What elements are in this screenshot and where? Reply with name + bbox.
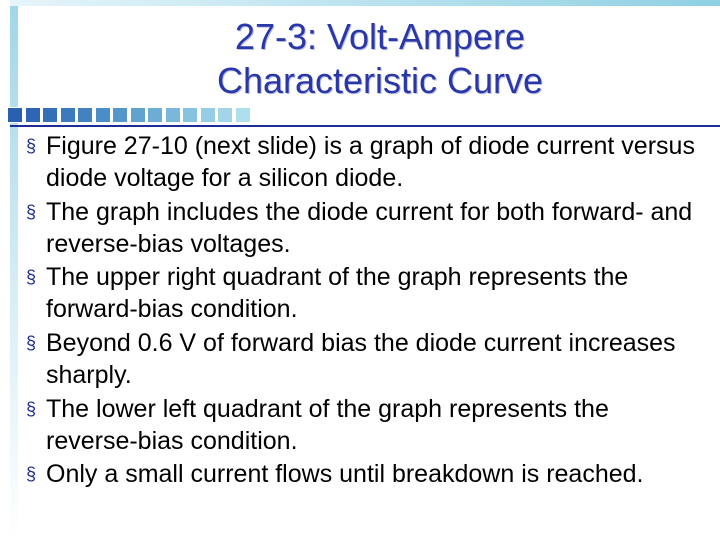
bullet-item [26, 196, 706, 260]
decorative-square-strip [7, 107, 252, 123]
decorative-square [95, 107, 111, 123]
decorative-square [200, 107, 216, 123]
top-accent-bar [10, 0, 720, 6]
decorative-square [217, 107, 233, 123]
decorative-square [182, 107, 198, 123]
decorative-square [130, 107, 146, 123]
bullet-text: The graph includes the diode current for both forward- and reverse-bias voltages. [46, 197, 693, 258]
slide-title [40, 15, 720, 103]
decorative-square [7, 107, 23, 123]
decorative-square [77, 107, 93, 123]
bullet-text: Beyond 0.6 V of forward bias the diode current increases sharply. [46, 329, 676, 390]
decorative-square [165, 107, 181, 123]
bullet-text: The lower left quadrant of the graph represents the reverse-bias condition. [46, 394, 609, 455]
decorative-square [112, 107, 128, 123]
bullet-item [26, 458, 706, 490]
bullet-item [26, 327, 706, 391]
bullet-text: Figure 27-10 (next slide) is a graph of diode current versus diode voltage for a silicon diode. [46, 132, 695, 192]
bullet-text: The upper right quadrant of the graph represents the forward-bias condition. [46, 263, 629, 324]
decorative-square [25, 107, 41, 123]
title-divider [10, 125, 720, 127]
bullet-marker-icon: § [26, 136, 37, 156]
bullet-marker-icon: § [26, 398, 37, 419]
decorative-square [42, 107, 58, 123]
decorative-square [235, 107, 251, 123]
bullet-item [26, 261, 706, 325]
bullet-item [26, 393, 706, 457]
bullet-marker-icon: § [26, 201, 37, 222]
decorative-square [147, 107, 163, 123]
left-accent-bar [10, 0, 18, 540]
title-line-2: Characteristic Curve [216, 60, 544, 101]
bullet-marker-icon: § [26, 267, 37, 288]
bullet-list [26, 130, 706, 492]
title-line-1: 27-3: Volt-Ampere [234, 16, 526, 57]
bullet-marker-icon: § [26, 333, 37, 354]
bullet-item [26, 130, 706, 194]
bullet-text: Only a small current flows until breakdown is reached. [46, 460, 644, 489]
bullet-marker-icon: § [26, 464, 37, 485]
decorative-square [60, 107, 76, 123]
